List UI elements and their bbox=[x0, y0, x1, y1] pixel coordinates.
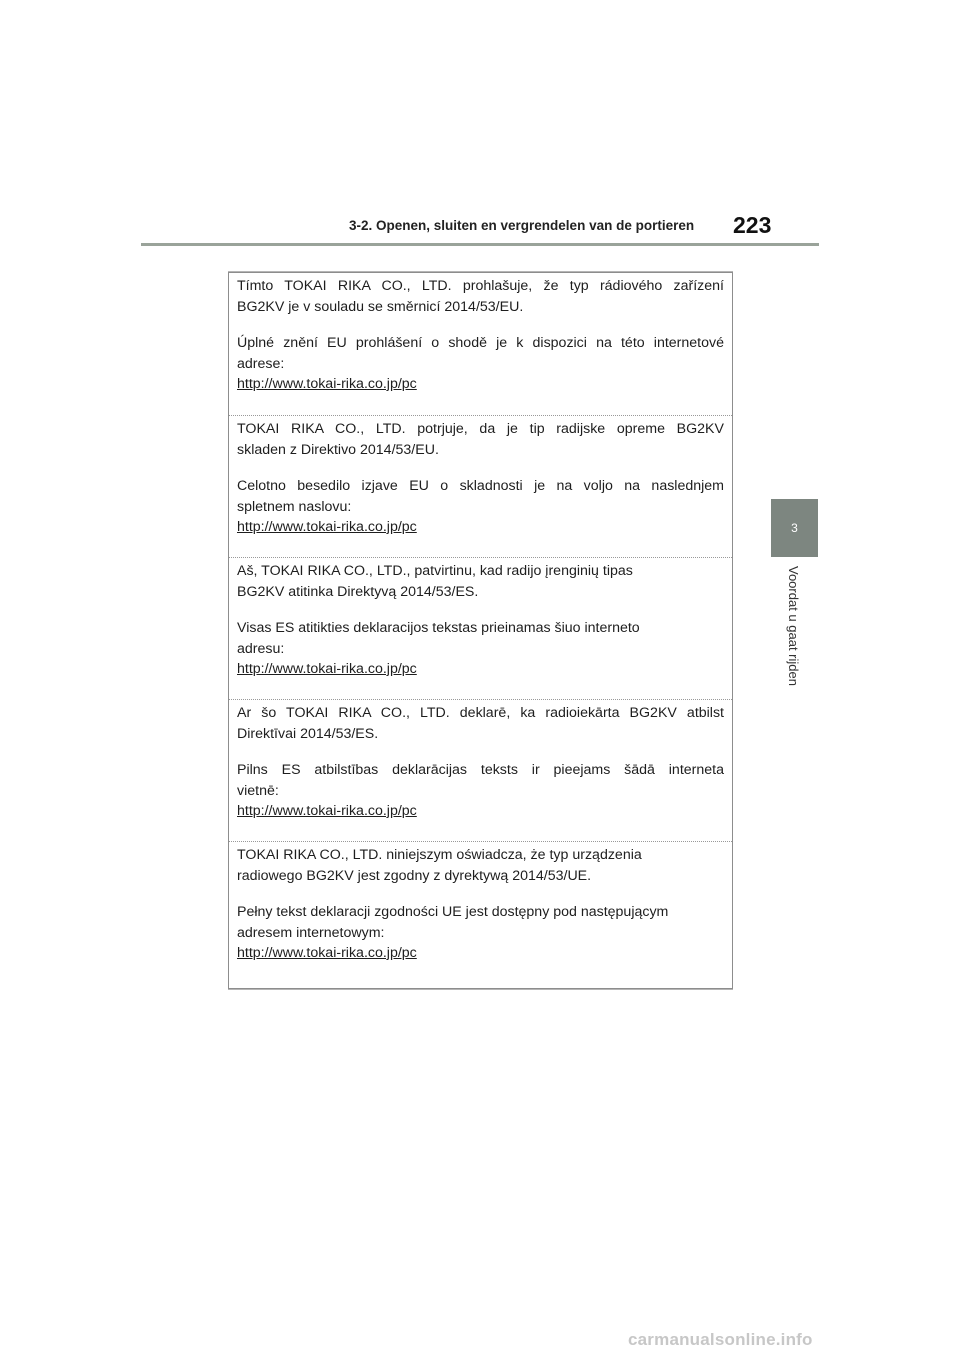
declaration-link[interactable]: http://www.tokai-rika.co.jp/pc bbox=[237, 519, 417, 535]
declaration-line: Pełny tekst deklaracji zgodności UE jest dostępny pod następującym bbox=[237, 904, 669, 920]
declaration-line: Visas ES atitikties deklaracijos tekstas prieinamas šiuo interneto bbox=[237, 620, 640, 636]
declaration-line: Celotno besedilo izjave EU o skladnosti je na voljo na naslednjem bbox=[237, 478, 724, 494]
declaration-link[interactable]: http://www.tokai-rika.co.jp/pc bbox=[237, 661, 417, 677]
declaration-lithuanian bbox=[229, 557, 732, 699]
declaration-line: BG2KV atitinka Direktyvą 2014/53/ES. bbox=[237, 583, 479, 600]
declaration-line: TOKAI RIKA CO., LTD. potrjuje, da je tip radijske opreme BG2KV bbox=[237, 421, 724, 437]
declaration-line: Ar šo TOKAI RIKA CO., LTD. deklarē, ka radioiekārta BG2KV atbilst bbox=[237, 705, 724, 721]
declaration-link[interactable]: http://www.tokai-rika.co.jp/pc bbox=[237, 803, 417, 819]
declaration-link[interactable]: http://www.tokai-rika.co.jp/pc bbox=[237, 376, 417, 392]
declaration-line: adresu: bbox=[237, 640, 285, 657]
declaration-slovenian bbox=[229, 415, 732, 557]
declaration-line: BG2KV je v souladu se směrnicí 2014/53/EU. bbox=[237, 298, 524, 315]
declaration-line: radiowego BG2KV jest zgodny z dyrektywą 2014/53/UE. bbox=[237, 867, 592, 884]
declaration-line: spletnem naslovu: bbox=[237, 498, 352, 515]
declaration-polish bbox=[229, 841, 732, 988]
declaration-box bbox=[228, 272, 733, 989]
declaration-czech bbox=[229, 273, 732, 415]
chapter-tab bbox=[771, 499, 818, 557]
header-divider bbox=[141, 243, 819, 246]
watermark: carmanualsonline.info bbox=[628, 1330, 813, 1349]
declaration-line: Tímto TOKAI RIKA CO., LTD. prohlašuje, že typ rádiového zařízení bbox=[237, 278, 724, 294]
declaration-line: vietnē: bbox=[237, 782, 279, 799]
chapter-label: Voordat u gaat rijden bbox=[786, 566, 801, 686]
declaration-latvian bbox=[229, 699, 732, 841]
chapter-number: 3 bbox=[791, 521, 798, 535]
declaration-line: Aš, TOKAI RIKA CO., LTD., patvirtinu, kad radijo įrenginių tipas bbox=[237, 563, 633, 579]
section-title: 3-2. Openen, sluiten en vergrendelen van de portieren bbox=[349, 218, 695, 233]
declaration-line: skladen z Direktivo 2014/53/EU. bbox=[237, 441, 439, 458]
declaration-line: adrese: bbox=[237, 355, 285, 372]
declaration-line: TOKAI RIKA CO., LTD. niniejszym oświadcza, że typ urządzenia bbox=[237, 847, 642, 863]
declaration-line: Direktīvai 2014/53/ES. bbox=[237, 725, 379, 742]
declaration-line: adresem internetowym: bbox=[237, 924, 385, 941]
declaration-line: Pilns ES atbilstības deklarācijas teksts ir pieejams šādā interneta bbox=[237, 762, 724, 778]
declaration-line: Úplné znění EU prohlášení o shodě je k dispozici na této internetové bbox=[237, 335, 724, 351]
page-number: 223 bbox=[733, 212, 772, 238]
declaration-link[interactable]: http://www.tokai-rika.co.jp/pc bbox=[237, 945, 417, 961]
